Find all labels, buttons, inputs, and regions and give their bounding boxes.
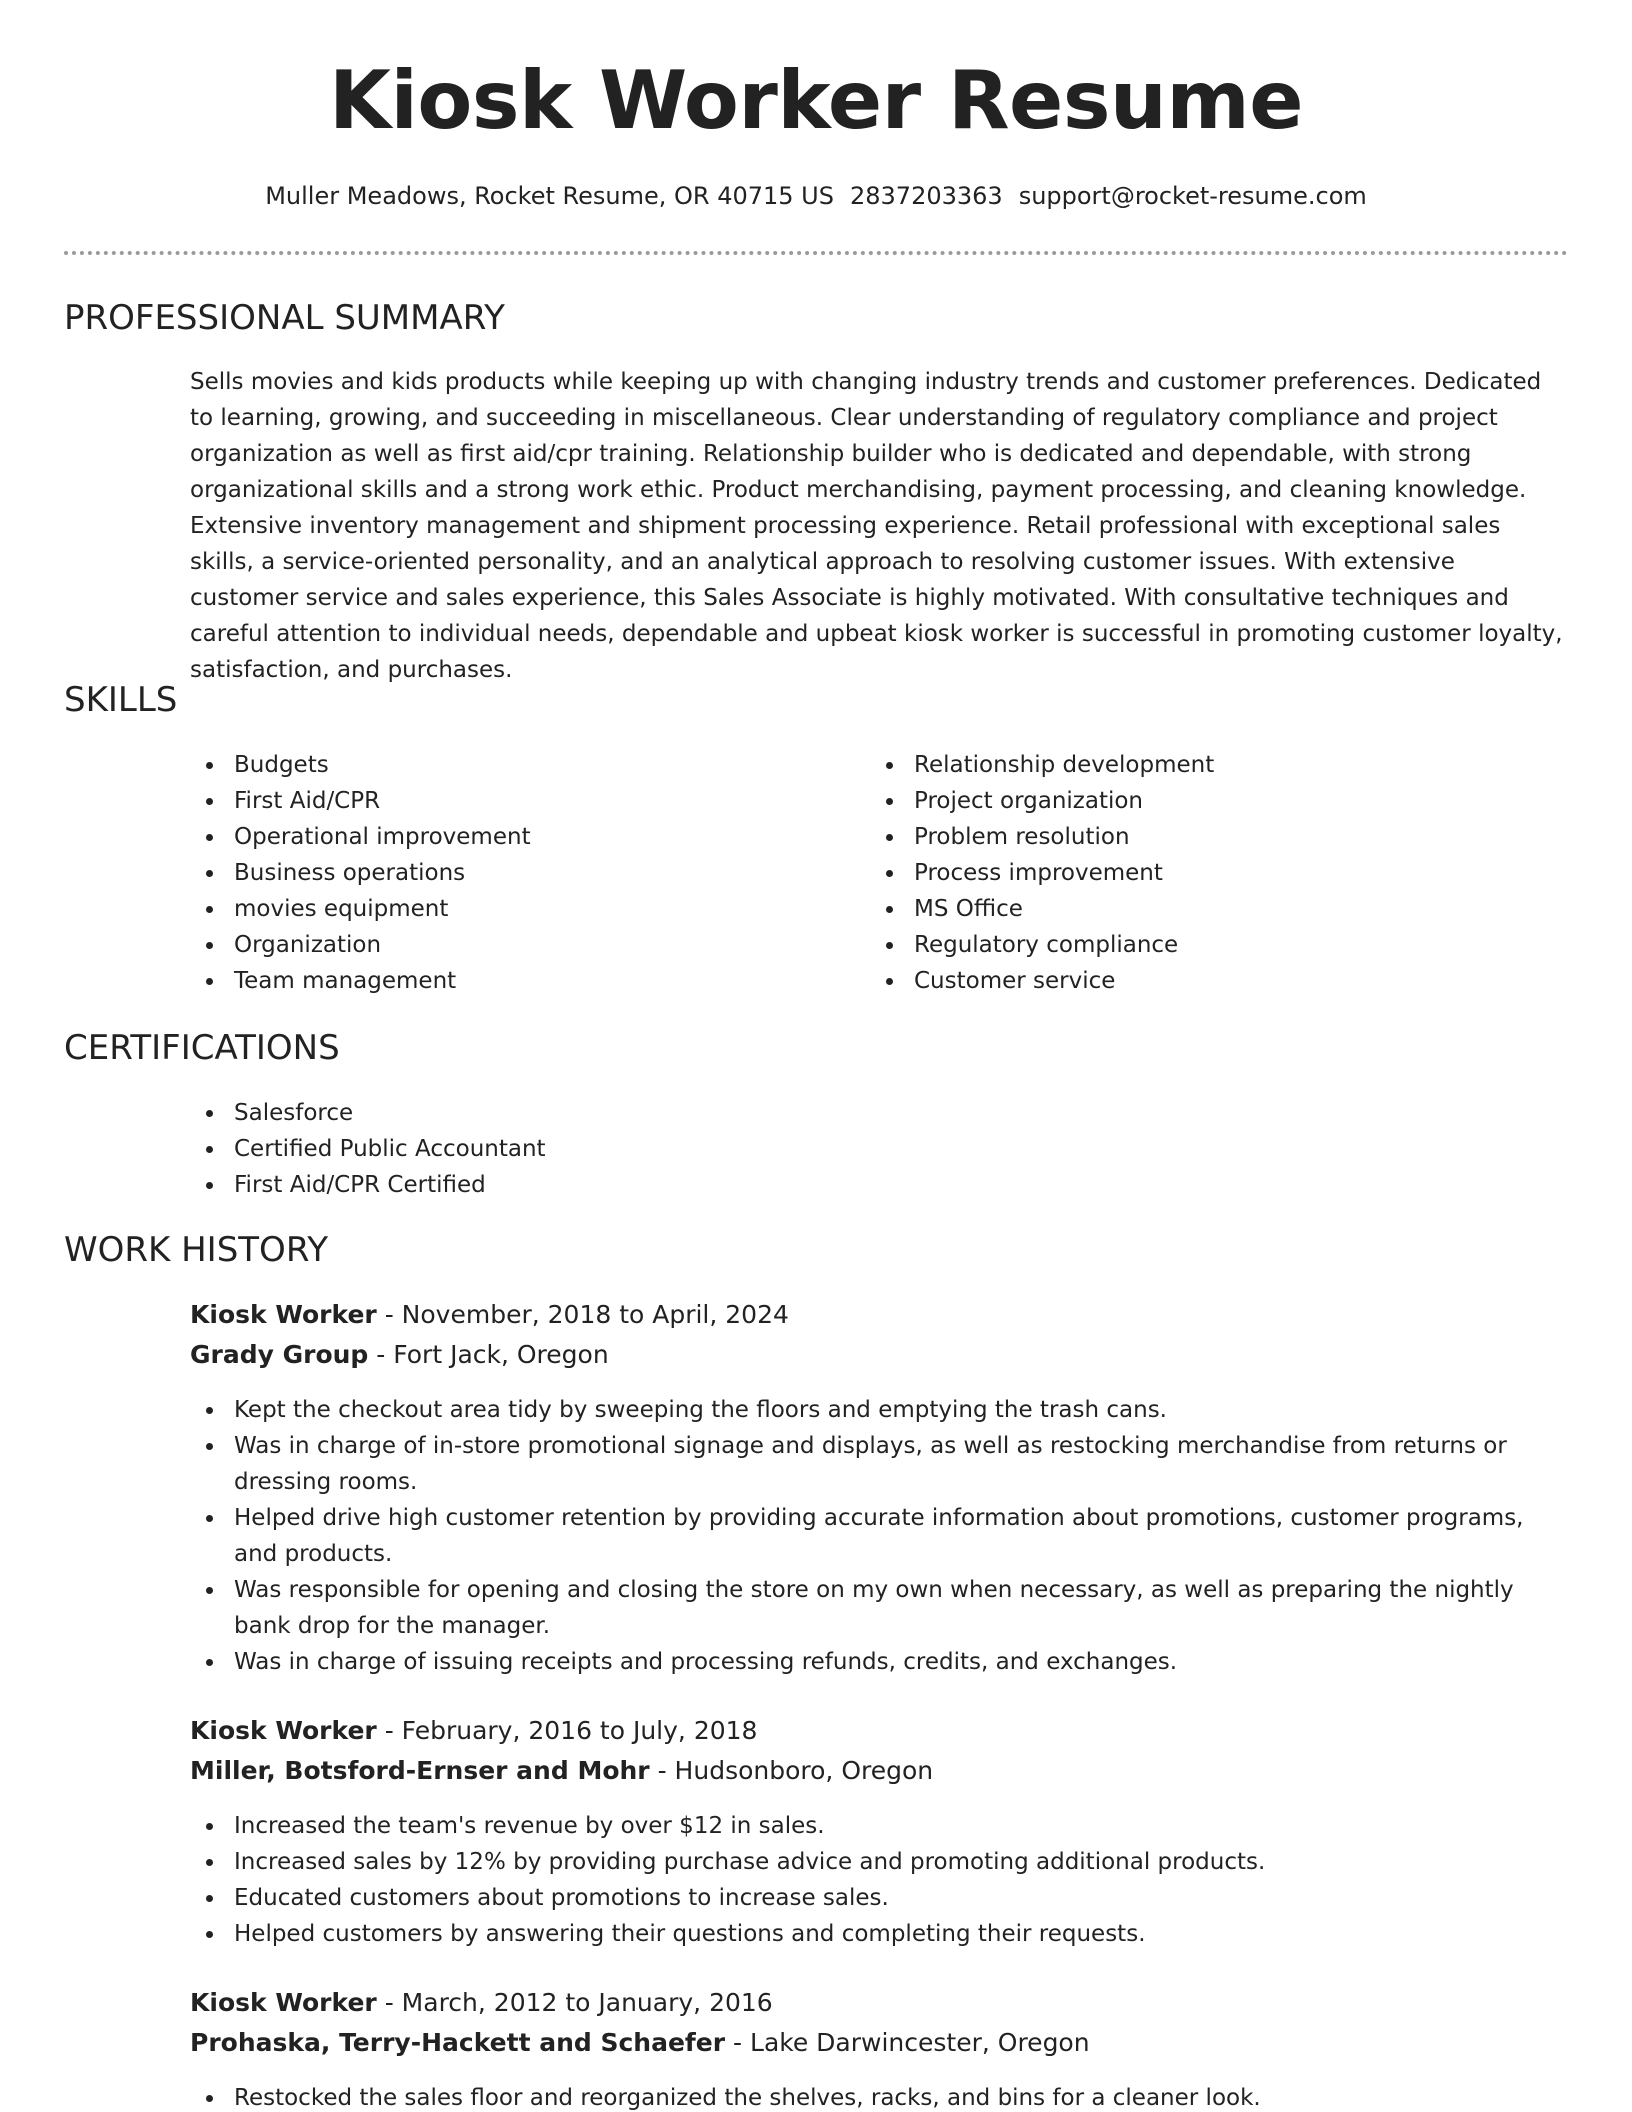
work-history-heading: WORK HISTORY xyxy=(64,1230,329,1270)
certification-item: First Aid/CPR Certified xyxy=(190,1167,1570,1203)
certifications-list xyxy=(190,1095,1570,1203)
job-company: Prohaska, Terry-Hackett and Schaefer xyxy=(190,2028,726,2057)
job-bullet: Was in charge of in-store promotional signage and displays, as well as restocking merchandise from returns or dressing rooms. xyxy=(190,1428,1570,1500)
job-bullet: Restocked the sales floor and reorganized the shelves, racks, and bins for a cleaner look. xyxy=(190,2080,1570,2112)
skill-item: Organization xyxy=(190,927,830,963)
skill-item: Customer service xyxy=(870,963,1510,999)
certifications-heading: CERTIFICATIONS xyxy=(64,1028,340,1068)
skills-list-right xyxy=(870,747,1510,999)
job-bullets xyxy=(190,1808,1570,1952)
resume-title: Kiosk Worker Resume xyxy=(328,54,1303,147)
job-bullets xyxy=(190,1392,1570,1680)
skill-item: movies equipment xyxy=(190,891,830,927)
job-title: Kiosk Worker xyxy=(190,1716,377,1745)
job-bullet: Helped customers by answering their questions and completing their requests. xyxy=(190,1916,1570,1952)
skill-item: Problem resolution xyxy=(870,819,1510,855)
job-bullet: Educated customers about promotions to increase sales. xyxy=(190,1880,1570,1916)
summary-text: Sells movies and kids products while keeping up with changing industry trends and customer preferences. Dedicated to learning, growing, and succeeding in miscellaneous. Clear understanding of regulatory compliance and project organization as well as first aid/cpr training. Relationship builder who is dedicated and dependable, with strong organizational skills and a strong work ethic. Product merchandising, payment processing, and cleaning knowledge. Extensive inventory management and shipment processing experience. Retail professional with exceptional sales skills, a service-oriented personality, and an analytical approach to resolving customer issues. With extensive customer service and sales experience, this Sales Associate is highly motivated. With consultative techniques and careful attention to individual needs, dependable and upbeat kiosk worker is successful in promoting customer loyalty, satisfaction, and purchases. xyxy=(190,369,1563,683)
job-title-line xyxy=(190,1300,789,1329)
contact-phone: 2837203363 xyxy=(849,182,1003,210)
job-dates: - November, 2018 to April, 2024 xyxy=(376,1300,789,1329)
job-company-line xyxy=(190,2028,1090,2057)
skill-item: Relationship development xyxy=(870,747,1510,783)
contact-line xyxy=(0,182,1632,210)
job-bullet: Kept the checkout area tidy by sweeping the floors and emptying the trash cans. xyxy=(190,1392,1570,1428)
job-bullets xyxy=(190,2080,1570,2112)
job-location: - Lake Darwincester, Oregon xyxy=(725,2028,1090,2057)
job-title-line xyxy=(190,1716,757,1745)
job-company-line xyxy=(190,1756,933,1785)
header-divider xyxy=(64,251,1568,255)
skill-item: Regulatory compliance xyxy=(870,927,1510,963)
contact-email: support@rocket-resume.com xyxy=(1018,182,1367,210)
job-dates: - February, 2016 to July, 2018 xyxy=(376,1716,758,1745)
skill-item: Project organization xyxy=(870,783,1510,819)
job-bullet: Was in charge of issuing receipts and processing refunds, credits, and exchanges. xyxy=(190,1644,1570,1680)
job-title: Kiosk Worker xyxy=(190,1300,377,1329)
skills-list-left xyxy=(190,747,830,999)
summary-heading: PROFESSIONAL SUMMARY xyxy=(64,298,505,338)
certification-item: Salesforce xyxy=(190,1095,1570,1131)
job-title: Kiosk Worker xyxy=(190,1988,377,2017)
skills-heading: SKILLS xyxy=(64,680,178,720)
skill-item: Operational improvement xyxy=(190,819,830,855)
skill-item: Process improvement xyxy=(870,855,1510,891)
job-title-line xyxy=(190,1988,773,2017)
job-dates: - March, 2012 to January, 2016 xyxy=(376,1988,773,2017)
job-bullet: Increased the team's revenue by over $12 in sales. xyxy=(190,1808,1570,1844)
job-location: - Fort Jack, Oregon xyxy=(368,1340,609,1369)
job-location: - Hudsonboro, Oregon xyxy=(649,1756,934,1785)
job-company: Miller, Botsford-Ernser and Mohr xyxy=(190,1756,650,1785)
job-bullet: Helped drive high customer retention by providing accurate information about promotions, customer programs, and products. xyxy=(190,1500,1570,1572)
job-bullet: Was responsible for opening and closing the store on my own when necessary, as well as preparing the nightly bank drop for the manager. xyxy=(190,1572,1570,1644)
skill-item: First Aid/CPR xyxy=(190,783,830,819)
job-company: Grady Group xyxy=(190,1340,369,1369)
skill-item: Team management xyxy=(190,963,830,999)
job-company-line xyxy=(190,1340,609,1369)
job-bullet: Increased sales by 12% by providing purchase advice and promoting additional products. xyxy=(190,1844,1570,1880)
skill-item: Budgets xyxy=(190,747,830,783)
contact-address: Muller Meadows, Rocket Resume, OR 40715 US xyxy=(265,182,834,210)
certification-item: Certified Public Accountant xyxy=(190,1131,1570,1167)
skill-item: Business operations xyxy=(190,855,830,891)
skill-item: MS Office xyxy=(870,891,1510,927)
